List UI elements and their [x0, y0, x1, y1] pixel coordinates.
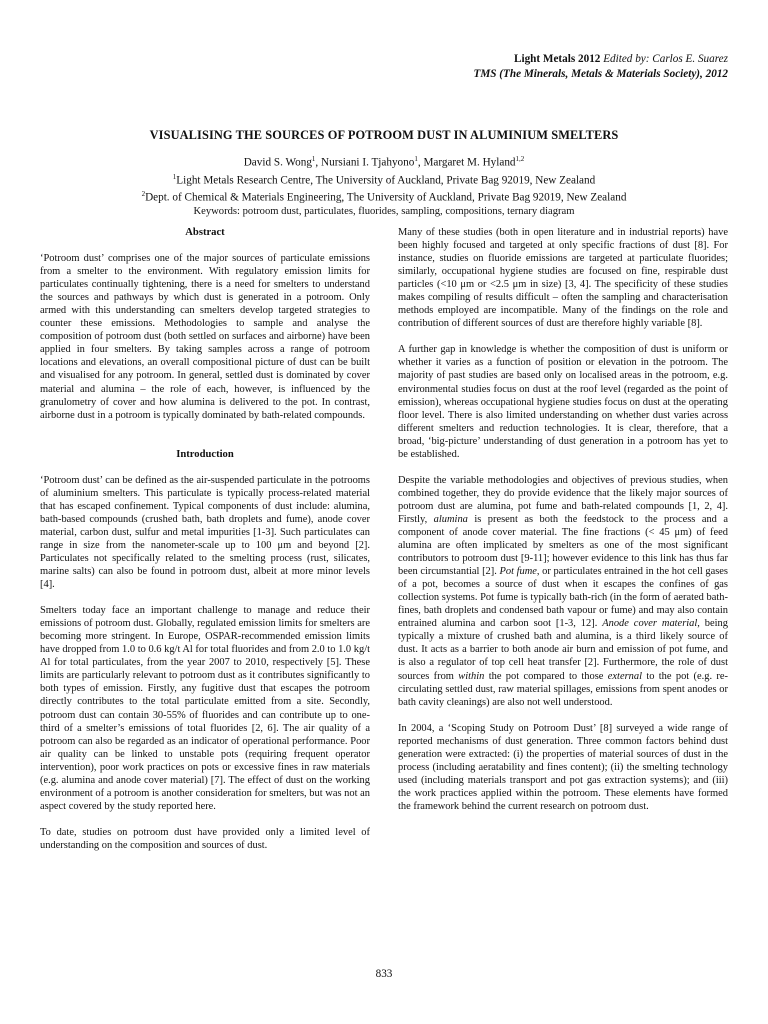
author-name: Margaret M. Hyland — [423, 156, 516, 169]
venue: Light Metals 2012 — [514, 53, 601, 65]
affiliation-text: Light Metals Research Centre, The University of Auckland, Private Bag 92019, New Zealand — [176, 174, 596, 187]
introduction-heading: Introduction — [176, 448, 234, 460]
italic-term: Pot fume — [499, 566, 537, 578]
right-paragraph-4: In 2004, a ‘Scoping Study on Potroom Dust’ [8] surveyed a wide range of reported mechanisms of dust generation. Three common factors behind dust generation were extracted: (i) the properties of material sources of dust in the process (including aeratability and fines content); (ii) the smelting technology used (including materials transport and pot gas extraction systems); and (iii) the work practices applied within the potroom. These elements have formed the framework behind the current research on potroom dust. — [398, 722, 728, 812]
abstract-text: ‘Potroom dust’ comprises one of the major sources of particulate emissions from a smelter to the environment. With regulatory emission limits for particulates continually tightening, there is a need for smelters to understand the sources and pathways by which dust is generated in a potroom. Only armed with this understanding can smelters develop targeted strategies to counter these emissions. Methodologies to sample and analyse the composition of potroom dust (both settled on surfaces and airborne) have been applied in four smelters. By taking samples across a range of potroom locations and elevations, an overall compositional picture of dust can be built and visualised for any potroom. In general, settled dust is dominated by cover material and alumina – the role of each, however, is influenced by the granulometry of cover and how alumina is delivered to the pot. In contrast, airborne dust in a potroom is typically dominated by bath-related compounds. — [40, 253, 370, 421]
abstract-heading: Abstract — [185, 227, 225, 238]
right-paragraph-2: A further gap in knowledge is whether the composition of dust is uniform or whether it varies as a function of position or elevation in the potroom. The majority of past studies are based only on localised areas in the potroom, e.g. environmental studies focus on dust at the roof level (regarded as the point of emission), whereas occupational hygiene studies focus on dust at the operating floor level. There is also limited understanding on whether dust varies across different smelters and reduction technologies. It is clear, therefore, that a broad, ‘big-picture’ understanding of dust generation in a potroom has yet to be established. — [398, 344, 728, 460]
affil-mark: 1 — [172, 172, 177, 181]
text-run: , being typically a mixture of crushed bath and alumina, is a third likely source of dust. It acts as a barrier to both anode air burn and emission of pot fume, and is also a regulator of top cell heat transfer [2]. Furthermore, the role of dust sources from — [398, 618, 728, 682]
left-column — [40, 226, 370, 852]
author-affil-mark: 1 — [414, 155, 418, 163]
page-number: 833 — [375, 968, 393, 980]
author-list: David S. Wong$^1$, Nursiani I. Tjahyono$^1$, Margaret M. Hyland$^{1,2}$ — [243, 155, 525, 169]
intro-paragraph-3: To date, studies on potroom dust have provided only a limited level of understanding on the composition and sources of dust. — [40, 826, 370, 851]
intro-paragraph-2: Smelters today face an important challenge to manage and reduce their emissions of potroom dust. Globally, regulated emission limits for smelters are becoming more stringent. In Europe, OSPAR-recommended emission limits have dropped from 1.0 to 0.6 kg/t Al for total fluorides and from 2.0 to 1.0 kg/t Al for total particulates, from the year 2007 to 2010, respectively [5]. These limits are particularly relevant to potroom dust as it contributes significantly to both types of emission. Firstly, any fugitive dust that escapes the potroom directly contributes to the total particulate emitted from a site. Secondly, potroom dust can contain 30-55% of fluorides and can contribute up to one-third of a smelter’s emissions of total fluorides [2, 6]. The air quality of a potroom can also be regarded as an indicator of operational performance. Poor air quality can be linked to unstable pots (requiring frequent operator intervention), poor work practices on pots or excessive fines in raw materials (e.g. alumina and anode cover material) [7]. The effect of dust on the working environment of a potroom is another consideration for smelters, but was not an aspect covered by the study reported here. — [40, 605, 370, 812]
paper-title: VISUALISING THE SOURCES OF POTROOM DUST IN ALUMINIUM SMELTERS — [149, 128, 619, 142]
publisher: TMS (The Minerals, Metals & Materials Society), 2012 — [473, 68, 728, 80]
author-name: David S. Wong — [243, 156, 312, 169]
right-column — [398, 226, 728, 813]
italic-term: within — [458, 670, 485, 682]
running-header — [473, 52, 728, 82]
italic-term: external — [607, 670, 642, 682]
intro-paragraph-1: ‘Potroom dust’ can be defined as the air-suspended particulate in the potrooms of aluminium smelters. This particulate is typically process-related material that has escaped confinement. Typical components of dust include: alumina, bath-based compounds (crushed bath, bath droplets and fume), anode cover material, carbon dust, sulfur and metal impurities [1-3]. Such particulates can range in size from the nanometer-scale up to 100 μm and beyond [2]. Particulates not specifically related to the smelting process (rust, silicates, marine salts) can also be found in potroom dust, albeit at more minor levels [4]. — [40, 474, 370, 591]
right-paragraph-3 — [398, 474, 728, 709]
affil-mark: 2 — [141, 190, 146, 199]
author-block — [40, 152, 728, 205]
text-run: to the pot (e.g. re-circulating settled dust, raw material spillages, emissions from spent anodes or bath cavity cleanings) are also not well understood. — [398, 670, 728, 708]
italic-term: Anode cover material — [602, 618, 698, 630]
keywords: Keywords: potroom dust, particulates, fluorides, sampling, compositions, ternary diagram — [193, 206, 575, 217]
author-affil-mark: 1 — [311, 155, 316, 163]
affiliation-text: Dept. of Chemical & Materials Engineering, The University of Auckland, Private Bag 92019, New Zealand — [145, 192, 627, 205]
author-name: Nursiani I. Tjahyono — [321, 156, 415, 169]
affiliation-2 — [40, 187, 728, 205]
editor: Edited by: Carlos E. Suarez — [603, 53, 728, 65]
author-affil-mark: 1,2 — [515, 155, 525, 163]
italic-term: alumina — [433, 513, 468, 525]
text-run: the pot compared to those — [484, 670, 608, 682]
text-run: , or particulates entrained in the hot cell gases of a pot, becomes a source of dust when it escapes the confines of gas collection systems. Pot fume is typically bath-rich (in the form of aerated bath-fines, bath droplets and condensed bath vapour or fume) and may also contain entrained alumina and carbon soot [1-3, 12]. — [398, 566, 728, 630]
right-paragraph-1: Many of these studies (both in open literature and in industrial reports) have been highly focused and targeted at only specific fractions of dust [8]. For instance, studies on fluoride emissions are targeted at particulate fluorides; similarly, occupational hygiene studies are focused on fine, respirable dust particles (<10 μm or <2.5 μm in size) [3, 4]. The specificity of these studies makes compiling of results difficult – often the sampling and characterisation methods employed are incompatible. Many of the findings on the role and contribution of different sources of dust are therefore highly variable [8]. — [398, 227, 728, 330]
affiliation-1 — [40, 170, 728, 188]
text-run: Despite the variable methodologies and objectives of previous studies, when combined together, they do provide evidence that the likely major sources of potroom dust are alumina, pot fume and bath-related compounds [1, 2, 4]. Firstly, — [398, 474, 728, 525]
text-run: is present as both the feedstock to the process and a component of anode cover material. The fine fractions (< 45 μm) of feed alumina are often implicated by smelters as one of the most significant contributors to potroom dust [9-11]; however evidence to this link has thus far been circumstantial [2]. — [398, 513, 728, 578]
